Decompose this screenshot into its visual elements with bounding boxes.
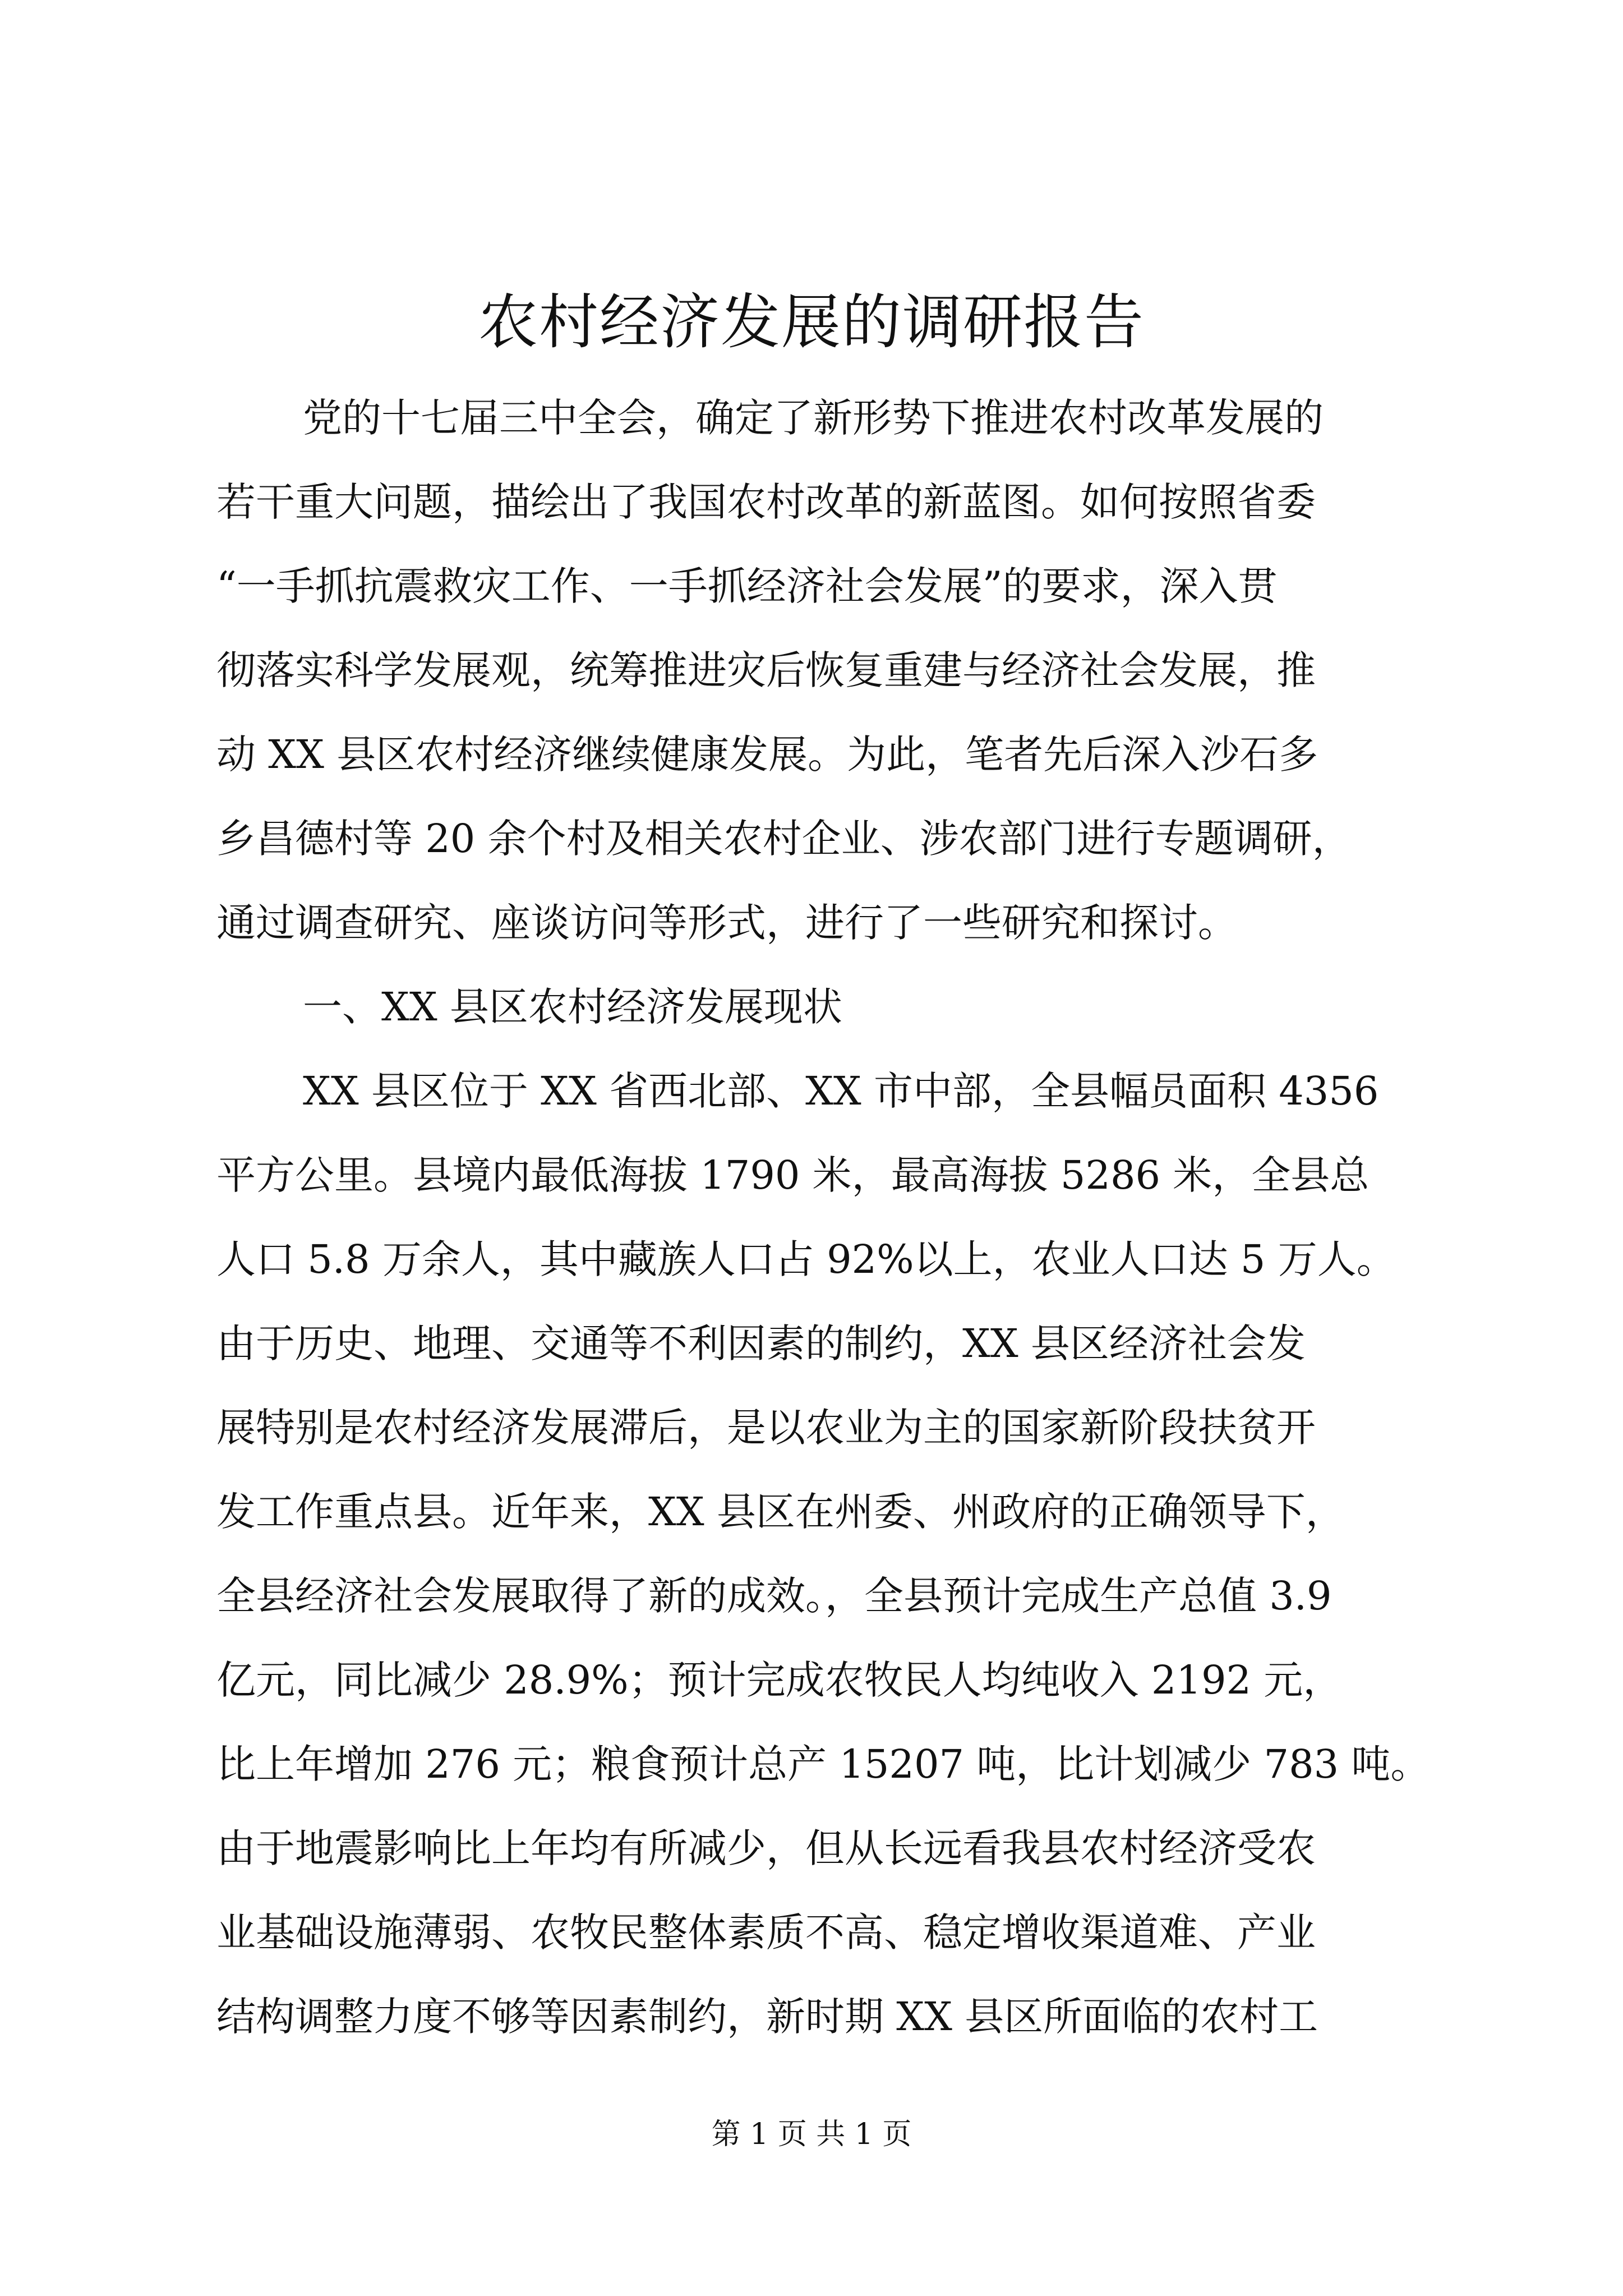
body-line: 动 XX 县区农村经济继续健康发展。为此，笔者先后深入沙石多 — [216, 731, 1318, 777]
body-line: 乡昌德村等 20 余个村及相关农村企业、涉农部门进行专题调研， — [216, 816, 1352, 862]
body-line: 彻落实科学发展观，统筹推进灾后恢复重建与经济社会发展，推 — [216, 647, 1316, 693]
body-line: 比上年增加 276 元；粮食预计总产 15207 吨，比计划减少 783 吨。 — [216, 1741, 1430, 1787]
body-line: 通过调查研究、座谈访问等形式，进行了一些研究和探讨。 — [216, 900, 1237, 946]
body-line: 全县经济社会发展取得了新的成效。，全县预计完成生产总值 3.9 — [216, 1573, 1332, 1619]
body-line: 若干重大问题，描绘出了我国农村改革的新蓝图。如何按照省委 — [216, 479, 1316, 525]
body-line: 平方公里。县境内最低海拔 1790 米，最高海拔 5286 米，全县总 — [216, 1152, 1370, 1198]
body-line: 发工作重点县。近年来，XX 县区在州委、州政府的正确领导下， — [216, 1489, 1345, 1535]
body-line: 业基础设施薄弱、农牧民整体素质不高、稳定增收渠道难、产业 — [216, 1910, 1316, 1955]
body-line: 亿元，同比减少 28.9%；预计完成农牧民人均纯收入 2192 元， — [216, 1657, 1343, 1703]
body-line: 由于历史、地理、交通等不利因素的制约，XX 县区经济社会发 — [216, 1320, 1306, 1366]
body-line: 结构调整力度不够等因素制约，新时期 XX 县区所面临的农村工 — [216, 1994, 1318, 2040]
body-line: 展特别是农村经济发展滞后，是以农业为主的国家新阶段扶贫开 — [216, 1405, 1316, 1451]
body-line: 人口 5.8 万余人，其中藏族人口占 92%以上，农业人口达 5 万人。 — [216, 1236, 1396, 1282]
section-heading: 一、XX 县区农村经济发展现状 — [303, 984, 842, 1030]
body-line: 党的十七届三中全会，确定了新形势下推进农村改革发展的 — [303, 395, 1324, 441]
body-line: “一手抓抗震救灾工作、一手抓经济社会发展”的要求，深入贯 — [216, 563, 1278, 609]
body-line: XX 县区位于 XX 省西北部、XX 市中部，全县幅员面积 4356 — [303, 1068, 1379, 1114]
document-title: 农村经济发展的调研报告 — [478, 288, 1145, 357]
body-line: 由于地震影响比上年均有所减少，但从长远看我县农村经济受农 — [216, 1825, 1316, 1871]
page-footer: 第 1 页 共 1 页 — [711, 2118, 912, 2151]
